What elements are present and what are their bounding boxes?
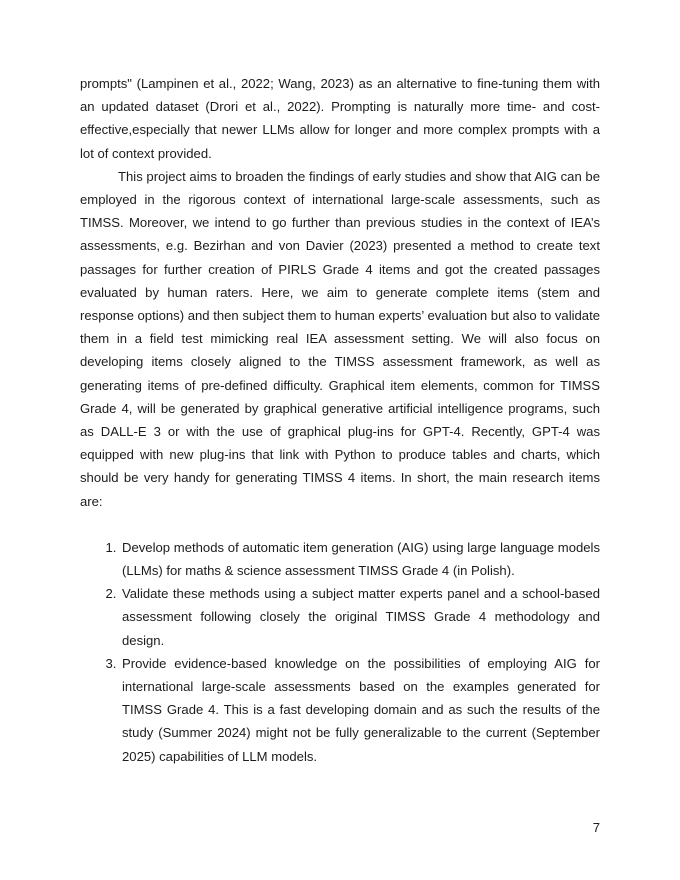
research-items-list <box>80 536 600 768</box>
page-body <box>80 72 600 768</box>
paragraph-project-aims: This project aims to broaden the findings of early studies and show that AIG can be employed in the rigorous context of international large-scale assessments, such as TIMSS. Moreover, we intend to go further than previous studies in the context of IEA’s assessments, e.g. Bezirhan and von Davier (2023) presented a method to create text passages for further creation of PIRLS Grade 4 items and got the created passages evaluated by human raters. Here, we aim to generate complete items (stem and response options) and then subject them to human experts’ evaluation but also to validate them in a field test mimicking real IEA assessment setting. We will also focus on developing items closely aligned to the TIMSS assessment framework, as well as generating items of pre-defined difficulty. Graphical item elements, common for TIMSS Grade 4, will be generated by graphical generative artificial intelligence programs, such as DALL-E 3 or with the use of graphical plug-ins for GPT-4. Recently, GPT-4 was equipped with new plug-ins that link with Python to produce tables and charts, which should be very handy for generating TIMSS 4 items. In short, the main research items are: <box>80 168 600 509</box>
page-number: 7 <box>592 820 600 835</box>
list-item: 1. Develop methods of automatic item generation (AIG) using large language models (LLMs) for maths & science assessment TIMSS Grade 4 (in Polish). <box>120 536 600 582</box>
list-item: 3. Provide evidence-based knowledge on the possibilities of employing AIG for international large-scale assessments based on the examples generated for TIMSS Grade 4. This is a fast developing domain and as such the results of the study (Summer 2024) might not be fully generalizable to the current (September 2025) capabilities of LLM models. <box>120 652 600 768</box>
list-item: 2. Validate these methods using a subject matter experts panel and a school-based assessment following closely the original TIMSS Grade 4 methodology and design. <box>120 582 600 652</box>
paragraph-continuation: prompts" (Lampinen et al., 2022; Wang, 2023) as an alternative to fine-tuning them with an updated dataset (Drori et al., 2022). Prompting is naturally more time- and cost-effective,especially that newer LLMs allow for longer and more complex prompts with a lot of context provided. <box>80 76 600 161</box>
